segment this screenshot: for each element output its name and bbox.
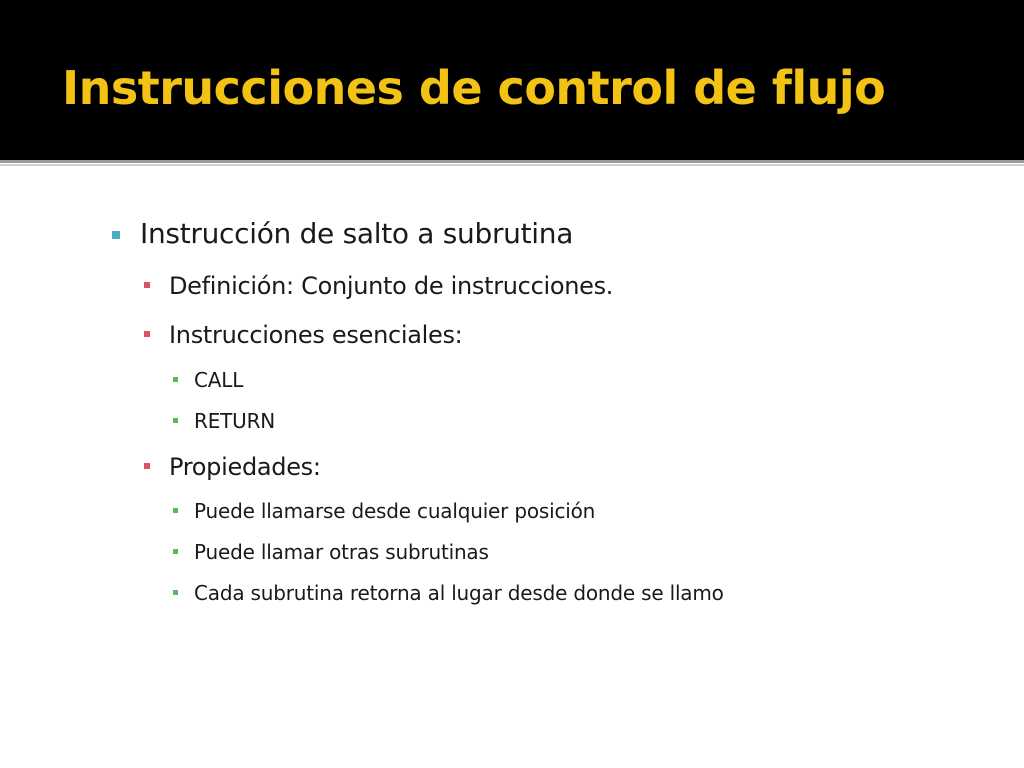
bullet-text: Puede llamarse desde cualquier posición	[194, 499, 596, 523]
square-bullet-icon	[144, 463, 150, 469]
square-bullet-icon	[144, 331, 150, 337]
slide-title: Instrucciones de control de flujo	[62, 61, 886, 115]
square-bullet-icon	[173, 590, 178, 595]
square-bullet-icon	[173, 377, 178, 382]
square-bullet-icon	[144, 282, 150, 288]
square-bullet-icon	[173, 508, 178, 513]
bullet-text: Puede llamar otras subrutinas	[194, 540, 489, 564]
square-bullet-icon	[173, 418, 178, 423]
square-bullet-icon	[173, 549, 178, 554]
bullet-text: Definición: Conjunto de instrucciones.	[169, 272, 614, 300]
bullet-text: Cada subrutina retorna al lugar desde donde se llamo	[194, 581, 724, 605]
bullet-text: Propiedades:	[169, 453, 321, 481]
bullet-text: RETURN	[194, 409, 276, 433]
bullet-text: Instrucciones esenciales:	[169, 321, 463, 349]
bullet-text: CALL	[194, 368, 244, 392]
square-bullet-icon	[112, 231, 120, 239]
bullet-text: Instrucción de salto a subrutina	[140, 217, 574, 250]
